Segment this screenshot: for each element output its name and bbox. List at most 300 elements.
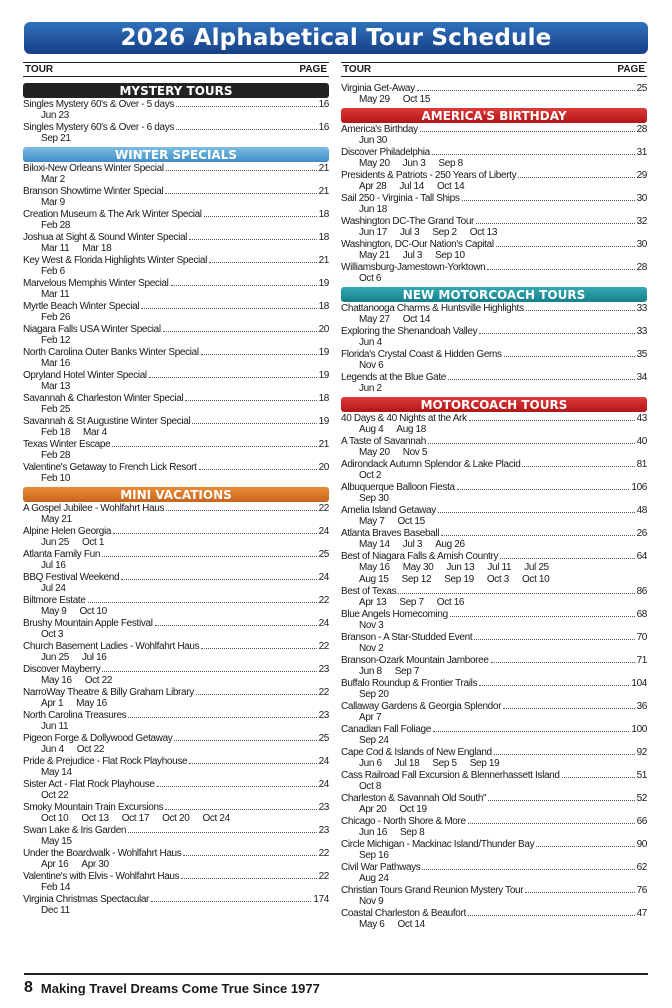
- tour-name: Discover Philadelphia: [341, 147, 430, 158]
- tour-line: [341, 701, 647, 712]
- tour-page: 31: [636, 147, 647, 158]
- tour-date: Feb 6: [41, 266, 65, 277]
- dot-leader: [462, 200, 635, 201]
- tour-entry: [23, 347, 329, 370]
- tour-entry: [341, 528, 647, 551]
- section-header-motorcoach-tours: MOTORCOACH TOURS: [341, 397, 647, 412]
- tour-date: Aug 18: [396, 424, 426, 435]
- tour-line: [341, 147, 647, 158]
- tour-date: Jun 30: [359, 135, 387, 146]
- tour-line: [23, 324, 329, 335]
- dot-leader: [163, 331, 317, 332]
- tour-page: 64: [636, 551, 647, 562]
- dot-leader: [88, 602, 317, 603]
- tour-date: May 9: [41, 606, 67, 617]
- tour-date: Sep 19: [469, 758, 500, 769]
- tour-name: Pigeon Forge & Dollywood Getaway: [23, 733, 173, 744]
- tour-entry: [341, 239, 647, 262]
- tour-date: May 16: [41, 675, 72, 686]
- tour-date: May 16: [359, 562, 390, 573]
- tour-date: May 6: [359, 919, 385, 930]
- tour-page: 25: [318, 733, 329, 744]
- tour-line: [23, 595, 329, 606]
- tour-page: 25: [318, 549, 329, 560]
- tour-date: May 21: [359, 250, 390, 261]
- tour-date: Jul 24: [41, 583, 66, 594]
- tour-line: [23, 278, 329, 289]
- dot-leader: [176, 106, 317, 107]
- tour-name: Virginia Christmas Spectacular: [23, 894, 150, 905]
- dot-leader: [457, 489, 630, 490]
- dot-leader: [204, 216, 317, 217]
- tour-date: Sep 24: [359, 735, 389, 746]
- dot-leader: [468, 915, 635, 916]
- tour-date: Apr 28: [359, 181, 387, 192]
- tour-name: Florida's Crystal Coast & Hidden Gems: [341, 349, 502, 360]
- tour-dates: [23, 583, 329, 595]
- dot-leader: [165, 193, 316, 194]
- tour-line: [341, 793, 647, 804]
- tour-name: Biltmore Estate: [23, 595, 86, 606]
- tour-line: [341, 83, 647, 94]
- tour-line: [23, 439, 329, 450]
- tour-name: Williamsburg-Jamestown-Yorktown: [341, 262, 486, 273]
- tour-date: Apr 16: [41, 859, 69, 870]
- tour-page: 36: [636, 701, 647, 712]
- tour-date: Mar 9: [41, 197, 65, 208]
- tour-name: Christian Tours Grand Reunion Mystery Tour: [341, 885, 524, 896]
- tour-date: Mar 11: [41, 243, 70, 254]
- tour-name: Blue Angels Homecoming: [341, 609, 448, 620]
- tour-dates: [23, 652, 329, 664]
- tour-page: 28: [636, 124, 647, 135]
- tour-entry: [341, 436, 647, 459]
- dot-leader: [157, 786, 317, 787]
- tour-line: [23, 370, 329, 381]
- section-header-mystery-tours: MYSTERY TOURS: [23, 83, 329, 98]
- tour-date: Jun 25: [41, 537, 69, 548]
- tour-line: [23, 99, 329, 110]
- tour-name: North Carolina Outer Banks Winter Special: [23, 347, 199, 358]
- tour-line: [23, 733, 329, 744]
- tour-page: 106: [631, 482, 647, 493]
- tour-date: May 16: [76, 698, 107, 709]
- tour-date: Sep 16: [359, 850, 389, 861]
- tour-page: 22: [318, 687, 329, 698]
- tour-date: Mar 16: [41, 358, 71, 369]
- tour-date: Oct 19: [399, 804, 427, 815]
- tour-page: 70: [636, 632, 647, 643]
- dot-leader: [201, 648, 316, 649]
- tour-date: Sep 5: [432, 758, 457, 769]
- tour-dates: [341, 337, 647, 349]
- tour-dates: [341, 204, 647, 216]
- tour-line: [341, 528, 647, 539]
- tour-date: Feb 12: [41, 335, 71, 346]
- tour-entry: [23, 370, 329, 393]
- tour-date: Oct 10: [41, 813, 69, 824]
- tour-line: [23, 687, 329, 698]
- tour-name: Singles Mystery 60's & Over - 6 days: [23, 122, 175, 133]
- tour-date: Jun 17: [359, 227, 387, 238]
- tour-name: Sail 250 - Virginia - Tall Ships: [341, 193, 460, 204]
- tour-line: [341, 908, 647, 919]
- tour-name: Washington, DC-Our Nation's Capital: [341, 239, 494, 250]
- dot-leader: [417, 90, 635, 91]
- tour-page: 20: [318, 324, 329, 335]
- tour-date: Oct 14: [402, 314, 431, 325]
- section-header-america-s-birthday: AMERICA'S BIRTHDAY: [341, 108, 647, 123]
- tour-entry: [23, 549, 329, 572]
- dot-leader: [476, 223, 635, 224]
- tour-dates: [23, 133, 329, 145]
- tour-name: Exploring the Shenandoah Valley: [341, 326, 478, 337]
- tour-dates: [23, 358, 329, 370]
- dot-leader: [128, 717, 316, 718]
- tour-entry: [341, 885, 647, 908]
- tour-page: 71: [636, 655, 647, 666]
- tour-name: Key West & Florida Highlights Winter Special: [23, 255, 207, 266]
- tour-date: Sep 8: [399, 827, 425, 838]
- tour-entry: [23, 232, 329, 255]
- tour-date: Feb 28: [41, 220, 71, 231]
- tour-dates: [341, 735, 647, 747]
- tour-entry: [341, 193, 647, 216]
- tour-date: Oct 22: [84, 675, 113, 686]
- tour-date: Sep 12: [401, 574, 432, 585]
- tour-date: Aug 15: [359, 574, 389, 585]
- tour-entry: [341, 701, 647, 724]
- tour-page: 18: [318, 301, 329, 312]
- tour-entry: [23, 301, 329, 324]
- tour-date: Oct 22: [76, 744, 105, 755]
- tour-date: Jun 11: [41, 721, 69, 732]
- dot-leader: [474, 639, 634, 640]
- dot-leader: [468, 823, 635, 824]
- tour-name: Best of Niagara Falls & Amish Country: [341, 551, 499, 562]
- tour-entry: [23, 595, 329, 618]
- dot-leader: [128, 832, 316, 833]
- tour-date: Jun 13: [446, 562, 475, 573]
- tour-name: Cape Cod & Islands of New England: [341, 747, 492, 758]
- tour-date: Jul 25: [524, 562, 549, 573]
- tour-entry: [23, 439, 329, 462]
- tour-date: Oct 16: [436, 597, 465, 608]
- tour-page: 32: [636, 216, 647, 227]
- tour-date: Nov 9: [359, 896, 384, 907]
- tour-name: Valentine's Getaway to French Lick Resort: [23, 462, 197, 473]
- tour-line: [341, 862, 647, 873]
- tour-page: 20: [318, 462, 329, 473]
- dot-leader: [192, 423, 316, 424]
- tour-name: 40 Days & 40 Nights at the Ark: [341, 413, 467, 424]
- tour-date: Jun 2: [359, 383, 382, 394]
- tour-entry: [341, 303, 647, 326]
- tour-date: May 14: [41, 767, 72, 778]
- tour-entry: [23, 871, 329, 894]
- tour-line: [23, 641, 329, 652]
- dot-leader: [102, 671, 316, 672]
- tour-line: [341, 459, 647, 470]
- tour-entry: [23, 848, 329, 871]
- tour-date: Mar 4: [83, 427, 107, 438]
- tour-page: 23: [318, 802, 329, 813]
- tour-line: [341, 839, 647, 850]
- tour-entry: [23, 825, 329, 848]
- tour-entry: [341, 216, 647, 239]
- tour-page: 21: [318, 186, 329, 197]
- tour-dates: [23, 514, 329, 526]
- tour-page: 28: [636, 262, 647, 273]
- tour-date: Jul 14: [399, 181, 424, 192]
- tour-date: Jun 18: [359, 204, 387, 215]
- tour-name: Amelia Island Getaway: [341, 505, 436, 516]
- dot-leader: [488, 800, 634, 801]
- tour-date: Sep 7: [399, 597, 424, 608]
- tour-dates: [23, 312, 329, 324]
- tour-line: [23, 664, 329, 675]
- tour-name: Chattanooga Charms & Huntsville Highlights: [341, 303, 524, 314]
- tour-page: 34: [636, 372, 647, 383]
- tour-date: Oct 2: [359, 470, 382, 481]
- tour-name: Under the Boardwalk - Wohlfahrt Haus: [23, 848, 182, 859]
- dot-leader: [504, 356, 635, 357]
- tour-dates: [23, 767, 329, 779]
- tour-dates: [23, 744, 329, 756]
- tour-date: May 27: [359, 314, 390, 325]
- dot-leader: [491, 662, 635, 663]
- tour-date: May 21: [41, 514, 72, 525]
- tour-entry: [23, 186, 329, 209]
- tour-name: Brushy Mountain Apple Festival: [23, 618, 153, 629]
- tour-line: [341, 678, 647, 689]
- tour-page: 22: [318, 503, 329, 514]
- dot-leader: [185, 400, 316, 401]
- tour-name: Atlanta Family Fun: [23, 549, 101, 560]
- dot-leader: [450, 616, 635, 617]
- tour-line: [23, 894, 329, 905]
- tour-entry: [341, 349, 647, 372]
- tour-dates: [341, 227, 647, 239]
- tour-line: [341, 303, 647, 314]
- tour-date: Jul 16: [81, 652, 107, 663]
- tour-entry: [341, 551, 647, 586]
- tour-line: [23, 186, 329, 197]
- tour-page: 90: [636, 839, 647, 850]
- dot-leader: [181, 878, 316, 879]
- tour-date: May 29: [359, 94, 390, 105]
- tour-entry: [23, 278, 329, 301]
- tour-date: Sep 7: [394, 666, 420, 677]
- tour-line: [341, 482, 647, 493]
- tour-dates: [341, 873, 647, 885]
- tour-line: [23, 526, 329, 537]
- tour-page: 24: [318, 779, 329, 790]
- tour-line: [341, 372, 647, 383]
- tour-page: 43: [636, 413, 647, 424]
- tour-date: Dec 11: [41, 905, 70, 916]
- tour-dates: [341, 620, 647, 632]
- tour-entry: [341, 770, 647, 793]
- tour-date: Nov 6: [359, 360, 384, 371]
- tour-page: 92: [636, 747, 647, 758]
- tour-line: [341, 885, 647, 896]
- tour-date: Sep 10: [435, 250, 465, 261]
- tour-line: [341, 413, 647, 424]
- tour-line: [341, 505, 647, 516]
- tour-entry: [341, 908, 647, 931]
- tour-date: Sep 8: [438, 158, 463, 169]
- tour-date: May 20: [359, 447, 390, 458]
- tour-page: 26: [636, 528, 647, 539]
- tour-page: 19: [318, 416, 329, 427]
- tour-dates: [341, 689, 647, 701]
- tour-name: Marvelous Memphis Winter Special: [23, 278, 169, 289]
- tour-date: Jul 3: [402, 250, 423, 261]
- tour-name: Creation Museum & The Ark Winter Special: [23, 209, 202, 220]
- dot-leader: [398, 593, 634, 594]
- tour-entry: [341, 124, 647, 147]
- page-number: 8: [24, 979, 33, 996]
- tour-date: Aug 24: [359, 873, 389, 884]
- tour-line: [23, 825, 329, 836]
- tour-entry: [23, 416, 329, 439]
- tour-dates: [341, 94, 647, 106]
- tour-page: 24: [318, 756, 329, 767]
- right-column-body: [341, 83, 647, 931]
- page-title: 2026 Alphabetical Tour Schedule: [120, 25, 552, 51]
- tour-entry: [341, 862, 647, 885]
- tour-date: Feb 10: [41, 473, 71, 484]
- tour-page: 16: [318, 99, 329, 110]
- tour-date: Oct 3: [41, 629, 64, 640]
- dot-leader: [112, 446, 316, 447]
- tour-dates: [23, 790, 329, 802]
- tour-page: 30: [636, 193, 647, 204]
- tour-line: [23, 802, 329, 813]
- tour-entry: [341, 839, 647, 862]
- tour-date: Oct 10: [521, 574, 550, 585]
- dot-leader: [121, 579, 316, 580]
- dot-leader: [469, 420, 635, 421]
- tour-header: TOUR: [25, 64, 54, 75]
- dot-leader: [189, 239, 317, 240]
- tour-name: Niagara Falls USA Winter Special: [23, 324, 161, 335]
- tour-name: BBQ Festival Weekend: [23, 572, 120, 583]
- tour-entry: [23, 572, 329, 595]
- tour-date: May 15: [41, 836, 72, 847]
- tour-name: Charleston & Savannah Old South": [341, 793, 487, 804]
- tour-date: Sep 2: [432, 227, 457, 238]
- tour-date: Jun 16: [359, 827, 387, 838]
- tour-date: Mar 2: [41, 174, 65, 185]
- tour-name: Branson Showtime Winter Special: [23, 186, 164, 197]
- dot-leader: [422, 869, 634, 870]
- tour-page: 40: [636, 436, 647, 447]
- tour-dates: [23, 606, 329, 618]
- dot-leader: [151, 901, 311, 902]
- tour-page: 100: [631, 724, 647, 735]
- tour-name: Biloxi-New Orleans Winter Special: [23, 163, 164, 174]
- tour-name: Albuquerque Balloon Fiesta: [341, 482, 455, 493]
- tour-line: [341, 632, 647, 643]
- tour-page: 86: [636, 586, 647, 597]
- tour-page: 23: [318, 825, 329, 836]
- tour-entry: [23, 802, 329, 825]
- tour-line: [341, 551, 647, 562]
- tour-entry: [23, 710, 329, 733]
- dot-leader: [183, 855, 316, 856]
- tour-dates: [341, 597, 647, 609]
- section-header-mini-vacations: MINI VACATIONS: [23, 487, 329, 502]
- tour-line: [341, 326, 647, 337]
- tour-date: Oct 14: [436, 181, 465, 192]
- tour-page: 18: [318, 209, 329, 220]
- tour-page: 21: [318, 163, 329, 174]
- tour-date: Jun 8: [359, 666, 382, 677]
- tour-line: [341, 816, 647, 827]
- tour-date: Apr 20: [359, 804, 387, 815]
- tour-date: Aug 4: [359, 424, 384, 435]
- tour-dates: [23, 243, 329, 255]
- tour-line: [341, 124, 647, 135]
- tour-date: Mar 18: [82, 243, 112, 254]
- tour-date: May 30: [402, 562, 434, 573]
- tour-page: 16: [318, 122, 329, 133]
- tour-date: Jul 18: [394, 758, 420, 769]
- tour-dates: [23, 836, 329, 848]
- tour-entry: [23, 756, 329, 779]
- tour-name: Virginia Get-Away: [341, 83, 415, 94]
- tour-entry: [341, 505, 647, 528]
- tour-entry: [341, 459, 647, 482]
- tour-date: Sep 30: [359, 493, 389, 504]
- tour-entry: [341, 482, 647, 505]
- tour-date: Nov 2: [359, 643, 384, 654]
- tour-date: Feb 18: [41, 427, 71, 438]
- tour-line: [23, 549, 329, 560]
- tour-page: 22: [318, 641, 329, 652]
- tour-date: Nov 5: [402, 447, 428, 458]
- tour-date: Jun 25: [41, 652, 69, 663]
- dot-leader: [201, 354, 317, 355]
- tour-line: [23, 347, 329, 358]
- dot-leader: [165, 809, 316, 810]
- dot-leader: [155, 625, 317, 626]
- dot-leader: [496, 246, 635, 247]
- tour-date: Jul 3: [402, 539, 423, 550]
- dot-leader: [432, 154, 635, 155]
- left-column: [23, 62, 329, 917]
- tour-name: NarroWay Theatre & Billy Graham Library: [23, 687, 194, 698]
- tour-dates: [341, 273, 647, 285]
- tour-line: [341, 609, 647, 620]
- tour-page: 68: [636, 609, 647, 620]
- tour-entry: [23, 779, 329, 802]
- tour-date: Aug 26: [435, 539, 465, 550]
- tour-name: Pride & Prejudice - Flat Rock Playhouse: [23, 756, 188, 767]
- tour-dates: [341, 574, 647, 586]
- tour-entry: [23, 122, 329, 145]
- tour-name: Savannah & St Augustine Winter Special: [23, 416, 191, 427]
- tour-dates: [23, 537, 329, 549]
- tour-page: 21: [318, 439, 329, 450]
- tour-dates: [23, 335, 329, 347]
- title-banner: [24, 22, 648, 54]
- dot-leader: [113, 533, 317, 534]
- tour-name: Civil War Pathways: [341, 862, 421, 873]
- tour-line: [341, 193, 647, 204]
